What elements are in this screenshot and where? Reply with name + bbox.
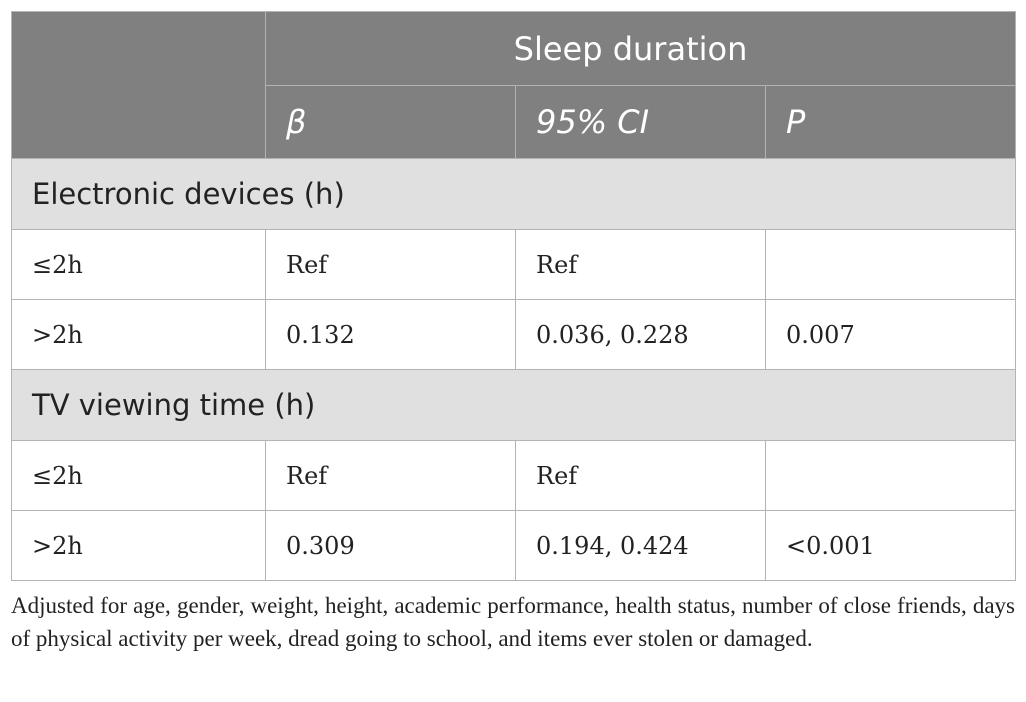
table-row bbox=[12, 511, 1016, 581]
p-column-header: P bbox=[766, 86, 1016, 159]
category-cell: ≤2h bbox=[12, 441, 266, 511]
p-cell bbox=[766, 230, 1016, 300]
beta-cell: Ref bbox=[266, 441, 516, 511]
beta-cell: 0.309 bbox=[266, 511, 516, 581]
table-row bbox=[12, 230, 1016, 300]
section-label: Electronic devices (h) bbox=[12, 159, 1016, 230]
beta-cell: 0.132 bbox=[266, 300, 516, 370]
regression-table bbox=[11, 11, 1016, 581]
table-row bbox=[12, 441, 1016, 511]
table-row bbox=[12, 300, 1016, 370]
table-header-row bbox=[12, 12, 1016, 86]
section-label: TV viewing time (h) bbox=[12, 370, 1016, 441]
ci-cell: 0.036, 0.228 bbox=[516, 300, 766, 370]
p-cell: <0.001 bbox=[766, 511, 1016, 581]
section-row-electronic-devices bbox=[12, 159, 1016, 230]
table-footnote: Adjusted for age, gender, weight, height, academic performance, health status, number of close friends, days of physical activity per week, dread going to school, and items ever stolen or damaged. bbox=[11, 593, 1015, 651]
p-cell bbox=[766, 441, 1016, 511]
beta-column-header: β bbox=[266, 86, 516, 159]
sleep-duration-header: Sleep duration bbox=[266, 12, 1016, 86]
section-row-tv-viewing bbox=[12, 370, 1016, 441]
p-cell: 0.007 bbox=[766, 300, 1016, 370]
ci-cell: Ref bbox=[516, 441, 766, 511]
ci-cell: Ref bbox=[516, 230, 766, 300]
ci-column-header: 95% CI bbox=[516, 86, 766, 159]
category-cell: >2h bbox=[12, 511, 266, 581]
beta-cell: Ref bbox=[266, 230, 516, 300]
ci-cell: 0.194, 0.424 bbox=[516, 511, 766, 581]
category-cell: ≤2h bbox=[12, 230, 266, 300]
header-corner-cell bbox=[12, 12, 266, 159]
category-cell: >2h bbox=[12, 300, 266, 370]
